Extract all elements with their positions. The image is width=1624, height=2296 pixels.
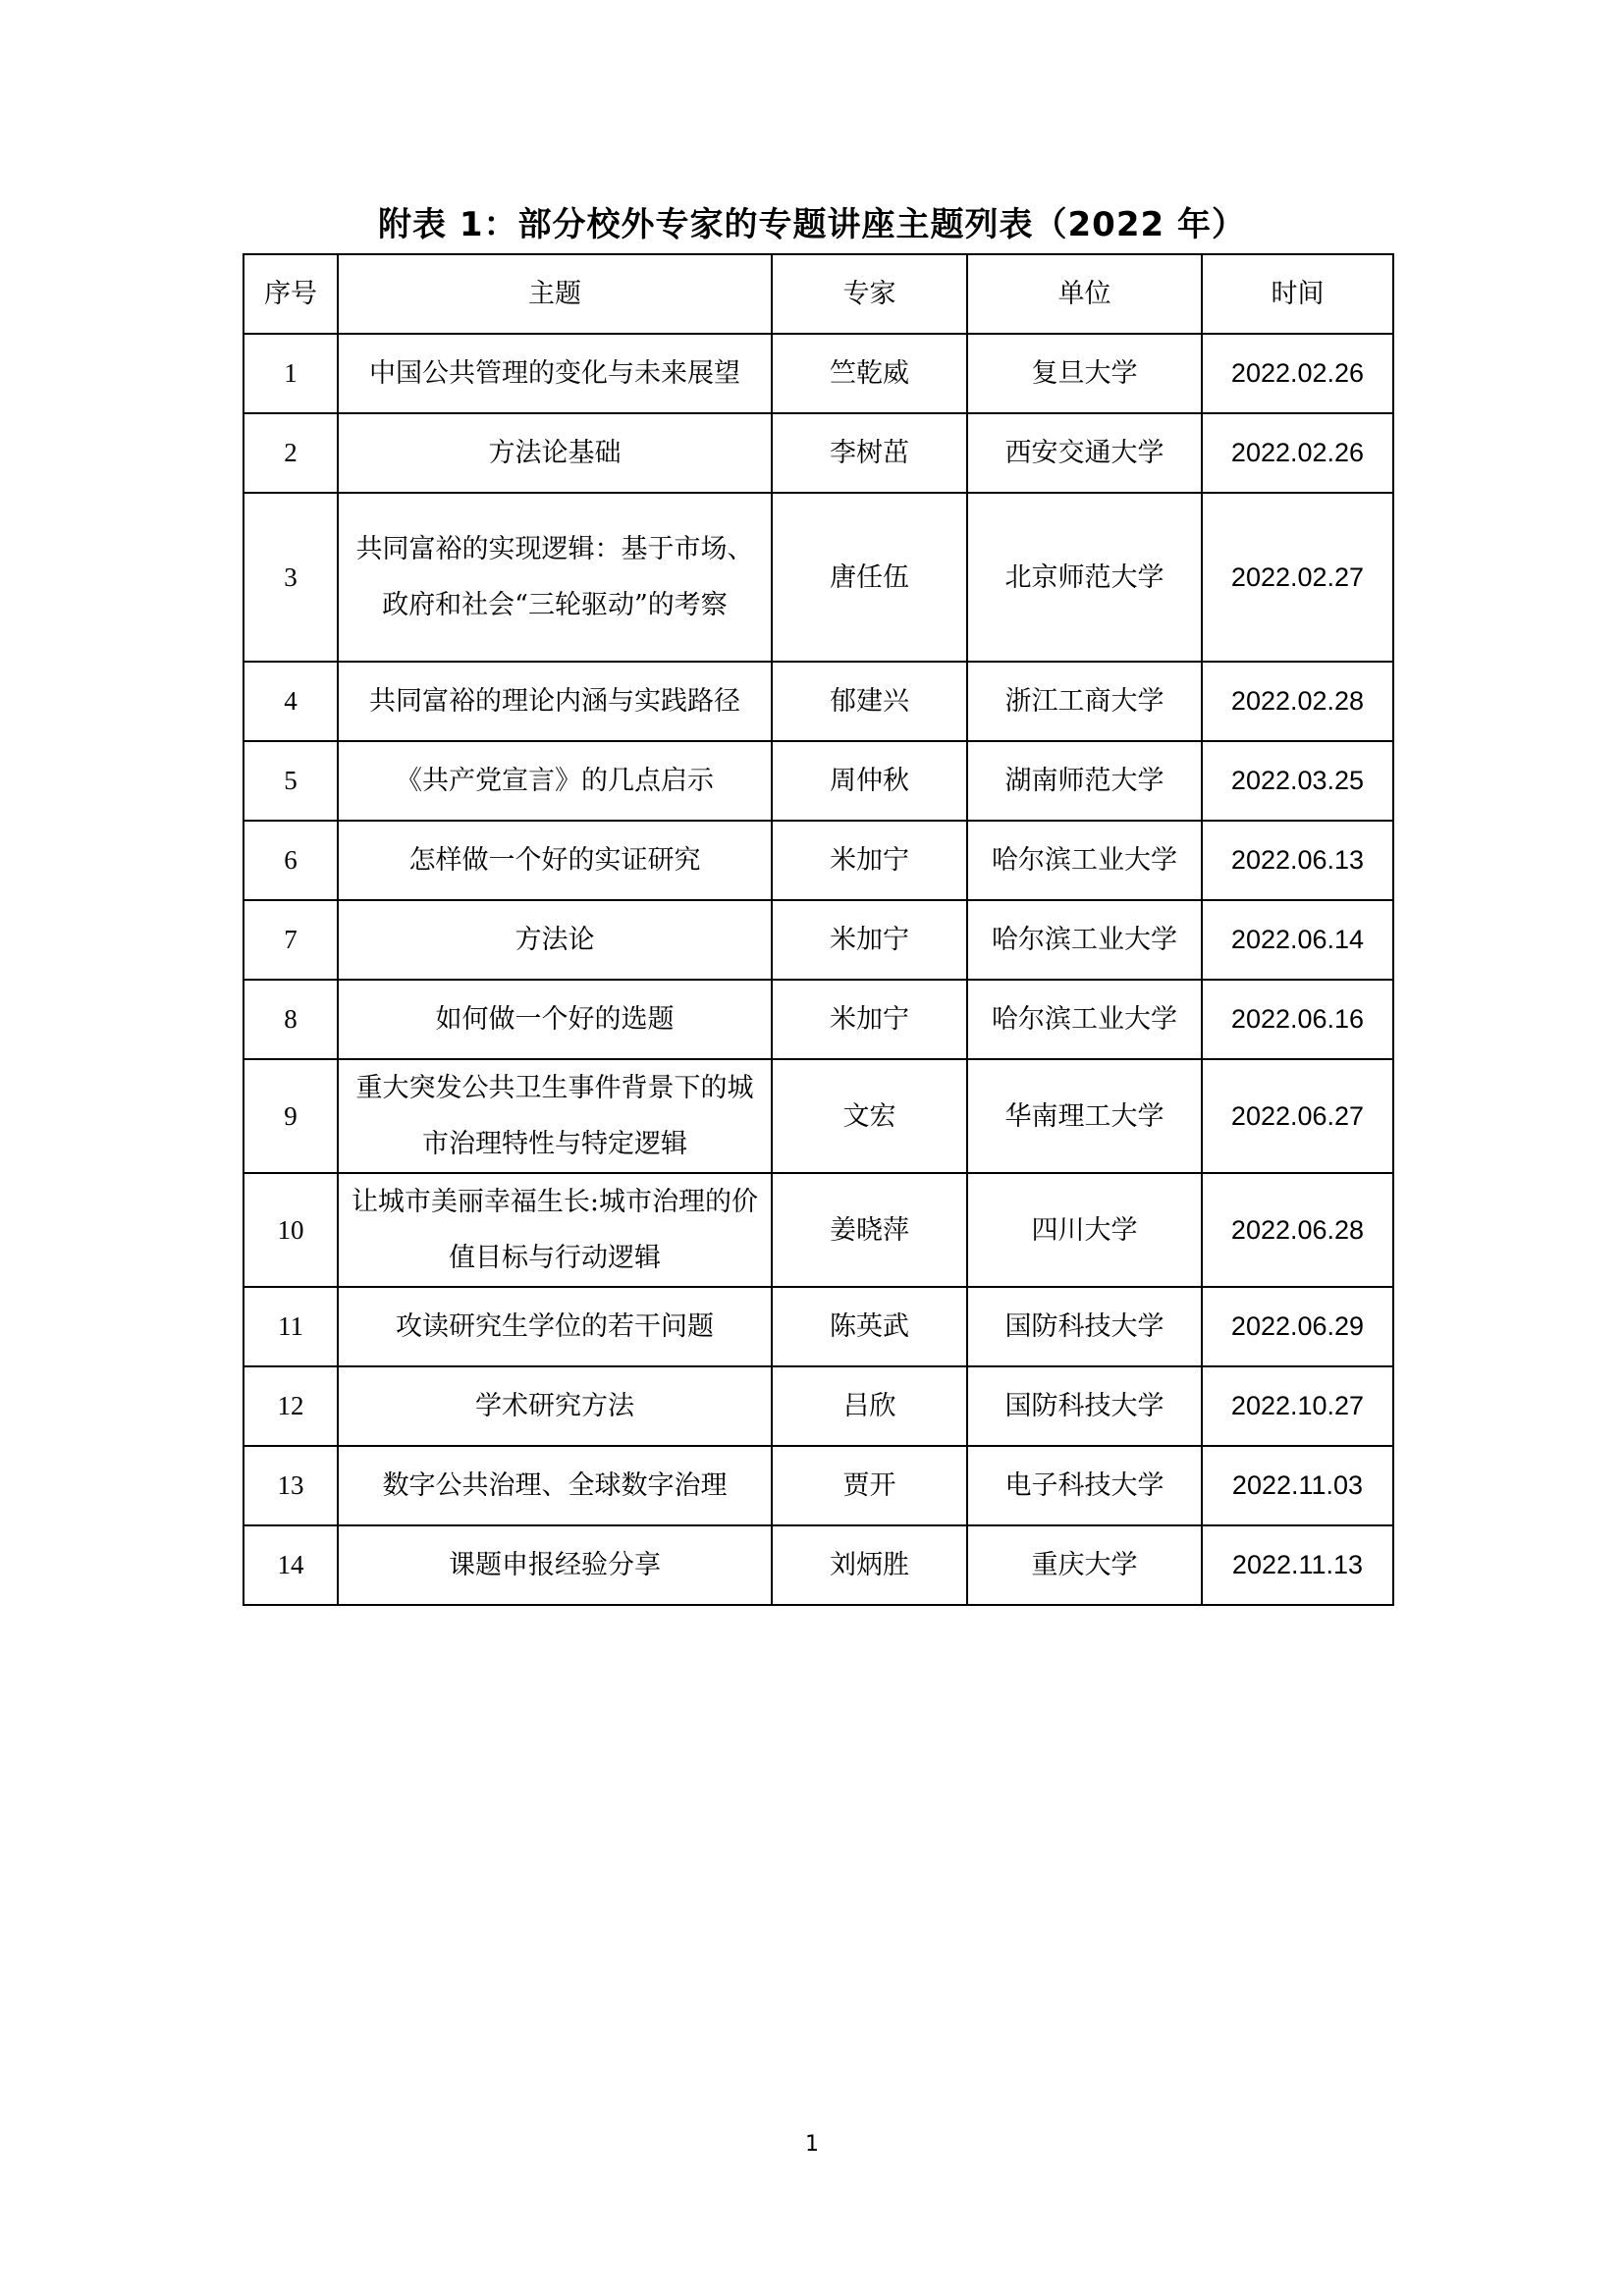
- table-row: [244, 334, 1393, 413]
- row-expert: 李树茁: [772, 413, 967, 493]
- row-topic: 学术研究方法: [338, 1366, 772, 1446]
- row-no: 7: [244, 900, 338, 980]
- table-row: [244, 900, 1393, 980]
- table-row: [244, 1446, 1393, 1525]
- row-topic: 如何做一个好的选题: [338, 980, 772, 1059]
- row-unit: 四川大学: [967, 1173, 1202, 1287]
- table-row: [244, 662, 1393, 741]
- row-date: 2022.02.26: [1202, 334, 1393, 413]
- row-topic: 重大突发公共卫生事件背景下的城市治理特性与特定逻辑: [338, 1059, 772, 1173]
- row-date: 2022.06.27: [1202, 1059, 1393, 1173]
- table-row: [244, 741, 1393, 821]
- row-date: 2022.11.03: [1202, 1446, 1393, 1525]
- header-date: 时间: [1202, 254, 1393, 334]
- row-unit: 复旦大学: [967, 334, 1202, 413]
- lecture-table: [243, 253, 1394, 1606]
- row-unit: 湖南师范大学: [967, 741, 1202, 821]
- row-date: 2022.10.27: [1202, 1366, 1393, 1446]
- row-topic: 共同富裕的实现逻辑：基于市场、政府和社会“三轮驱动”的考察: [338, 493, 772, 662]
- table-row: [244, 821, 1393, 900]
- table-row: [244, 980, 1393, 1059]
- row-date: 2022.06.13: [1202, 821, 1393, 900]
- row-no: 5: [244, 741, 338, 821]
- row-expert: 刘炳胜: [772, 1525, 967, 1605]
- row-topic: 攻读研究生学位的若干问题: [338, 1287, 772, 1366]
- row-date: 2022.06.28: [1202, 1173, 1393, 1287]
- row-no: 6: [244, 821, 338, 900]
- row-unit: 国防科技大学: [967, 1366, 1202, 1446]
- row-expert: 米加宁: [772, 821, 967, 900]
- page-number: 1: [805, 2132, 819, 2157]
- row-expert: 姜晓萍: [772, 1173, 967, 1287]
- row-date: 2022.11.13: [1202, 1525, 1393, 1605]
- row-topic: 中国公共管理的变化与未来展望: [338, 334, 772, 413]
- row-date: 2022.02.26: [1202, 413, 1393, 493]
- row-no: 13: [244, 1446, 338, 1525]
- row-expert: 周仲秋: [772, 741, 967, 821]
- table-row: [244, 1059, 1393, 1173]
- row-unit: 哈尔滨工业大学: [967, 821, 1202, 900]
- row-topic: 课题申报经验分享: [338, 1525, 772, 1605]
- row-date: 2022.06.14: [1202, 900, 1393, 980]
- header-expert: 专家: [772, 254, 967, 334]
- table-row: [244, 1173, 1393, 1287]
- row-no: 2: [244, 413, 338, 493]
- row-topic: 共同富裕的理论内涵与实践路径: [338, 662, 772, 741]
- table-row: [244, 493, 1393, 662]
- row-expert: 吕欣: [772, 1366, 967, 1446]
- row-expert: 竺乾威: [772, 334, 967, 413]
- row-topic: 方法论基础: [338, 413, 772, 493]
- table-row: [244, 1525, 1393, 1605]
- row-unit: 重庆大学: [967, 1525, 1202, 1605]
- row-date: 2022.03.25: [1202, 741, 1393, 821]
- document-title: 附表 1：部分校外专家的专题讲座主题列表（2022 年）: [378, 205, 1246, 244]
- row-date: 2022.02.28: [1202, 662, 1393, 741]
- row-unit: 哈尔滨工业大学: [967, 980, 1202, 1059]
- table-header-row: [244, 254, 1393, 334]
- row-expert: 郁建兴: [772, 662, 967, 741]
- row-no: 14: [244, 1525, 338, 1605]
- row-topic: 方法论: [338, 900, 772, 980]
- row-expert: 陈英武: [772, 1287, 967, 1366]
- row-no: 3: [244, 493, 338, 662]
- table-row: [244, 413, 1393, 493]
- header-no: 序号: [244, 254, 338, 334]
- header-unit: 单位: [967, 254, 1202, 334]
- row-topic: 数字公共治理、全球数字治理: [338, 1446, 772, 1525]
- row-no: 4: [244, 662, 338, 741]
- row-no: 12: [244, 1366, 338, 1446]
- row-topic: 怎样做一个好的实证研究: [338, 821, 772, 900]
- row-date: 2022.02.27: [1202, 493, 1393, 662]
- row-no: 10: [244, 1173, 338, 1287]
- row-expert: 唐任伍: [772, 493, 967, 662]
- row-date: 2022.06.29: [1202, 1287, 1393, 1366]
- row-unit: 华南理工大学: [967, 1059, 1202, 1173]
- row-expert: 米加宁: [772, 900, 967, 980]
- row-unit: 电子科技大学: [967, 1446, 1202, 1525]
- row-unit: 浙江工商大学: [967, 662, 1202, 741]
- row-no: 11: [244, 1287, 338, 1366]
- row-expert: 文宏: [772, 1059, 967, 1173]
- header-topic: 主题: [338, 254, 772, 334]
- row-expert: 米加宁: [772, 980, 967, 1059]
- row-unit: 哈尔滨工业大学: [967, 900, 1202, 980]
- row-date: 2022.06.16: [1202, 980, 1393, 1059]
- table-row: [244, 1287, 1393, 1366]
- row-unit: 国防科技大学: [967, 1287, 1202, 1366]
- row-unit: 西安交通大学: [967, 413, 1202, 493]
- row-topic: 《共产党宣言》的几点启示: [338, 741, 772, 821]
- row-no: 8: [244, 980, 338, 1059]
- table-row: [244, 1366, 1393, 1446]
- row-topic: 让城市美丽幸福生长:城市治理的价值目标与行动逻辑: [338, 1173, 772, 1287]
- row-expert: 贾开: [772, 1446, 967, 1525]
- row-no: 9: [244, 1059, 338, 1173]
- row-unit: 北京师范大学: [967, 493, 1202, 662]
- row-no: 1: [244, 334, 338, 413]
